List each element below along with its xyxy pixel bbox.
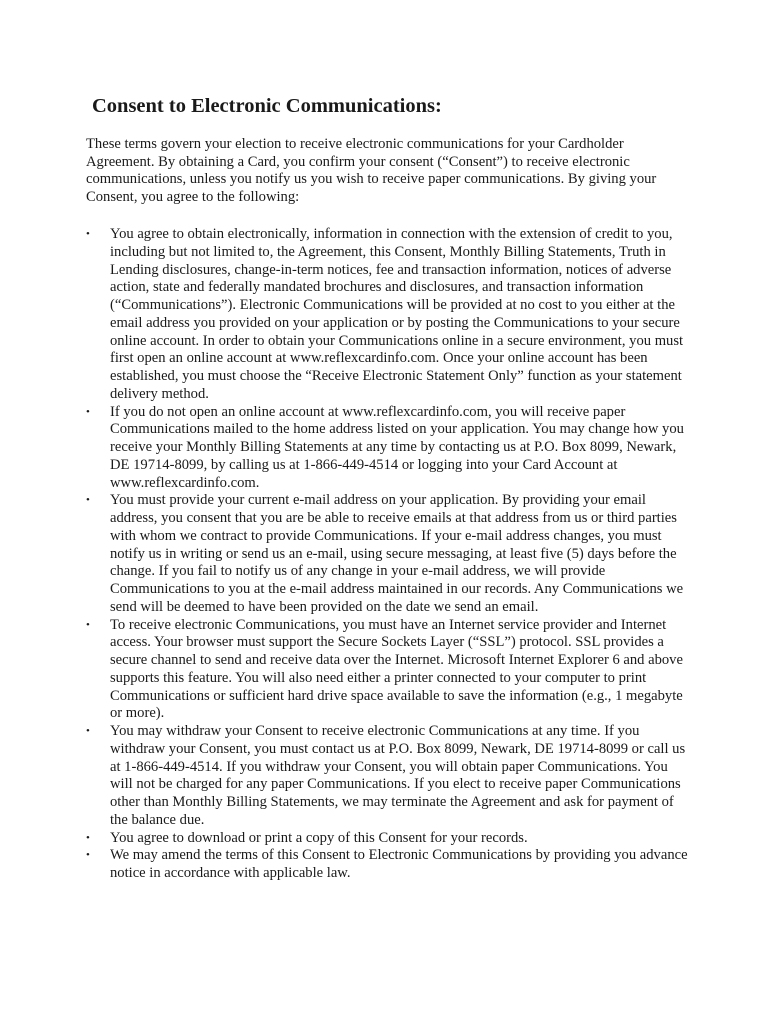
list-item-text: You agree to obtain electronically, information in connection with the extension of credit to you, including but not limited to, the Agreement, this Consent, Monthly Billing Statements, Truth in Lending disclosures, change-in-term notices, fee and transaction information, notices of adverse action, state and federally mandated brochures and disclosures, and transaction information (“Communications”). Electronic Communications will be provided at no cost to you either at the email address you provided on your application or by posting the Communications to your secure online account. In order to obtain your Communications online in a secure environment, you must first open an online account at www.reflexcardinfo.com. Once your online account has been established, you must choose the “Receive Electronic Statement Only” function as your statement delivery method.: [110, 226, 684, 402]
bullet-icon: •: [86, 849, 90, 862]
bullet-icon: •: [86, 494, 90, 507]
bullet-icon: •: [86, 618, 90, 631]
list-item: [86, 492, 690, 616]
list-item: [86, 847, 690, 883]
intro-paragraph: These terms govern your election to receive electronic communications for your Cardholder Agreement. By obtaining a Card, you confirm your consent (“Consent”) to receive electronic communications, unless you notify us you wish to receive paper communications. By giving your Consent, you agree to the following:: [86, 136, 657, 206]
list-item-text: If you do not open an online account at www.reflexcardinfo.com, you will receive paper Communications mailed to the home address listed on your application. You may change how you receive your Monthly Billing Statements at any time by contacting us at P.O. Box 8099, Newark, DE 19714-8099, by calling us at 1-866-449-4514 or logging into your Card Account at www.reflexcardinfo.com.: [110, 403, 684, 491]
list-item: [86, 723, 690, 830]
terms-list: [86, 226, 690, 883]
list-item: [86, 226, 690, 404]
bullet-icon: •: [86, 405, 90, 418]
list-item-text: You must provide your current e-mail address on your application. By providing your email address, you consent that you are be able to receive emails at that address from us or third parties with whom we contract to provide Communications. If your e-mail address changes, you must notify us in writing or send us an e-mail, using secure messaging, at least five (5) days before the change. If you fail to notify us of any change in your e-mail address, we will provide Communications to you at the e-mail address maintained in our records. Any Communications we send will be deemed to have been provided on the date we send an email.: [110, 492, 684, 615]
list-item-text: You agree to download or print a copy of this Consent for your records.: [110, 829, 528, 846]
bullet-icon: •: [86, 725, 90, 737]
bullet-icon: •: [86, 831, 90, 844]
list-item-text: We may amend the terms of this Consent to Electronic Communications by providing you advance notice in accordance with applicable law.: [110, 847, 688, 881]
list-item: [86, 830, 690, 848]
list-item: [86, 617, 690, 724]
list-item-text: To receive electronic Communications, you must have an Internet service provider and Internet access. Your browser must support the Secure Sockets Layer (“SSL”) protocol. SSL provides a secure channel to send and receive data over the Internet. Microsoft Internet Explorer 6 and above supports this feature. You will also need either a printer connected to your computer to print Communications or sufficient hard drive space available to save the information (e.g., 1 megabyte or more).: [110, 616, 683, 722]
bullet-icon: •: [86, 228, 90, 240]
list-item-text: You may withdraw your Consent to receive electronic Communications at any time. If you withdraw your Consent, you must contact us at P.O. Box 8099, Newark, DE 19714-8099 or call us at 1-866-449-4514. If you withdraw your Consent, you will obtain paper Communications. You will not be charged for any paper Communications. If you elect to receive paper Communications other than Monthly Billing Statements, we may terminate the Agreement and ask for payment of the balance due.: [110, 723, 686, 828]
list-item: [86, 404, 690, 493]
document-title: Consent to Electronic Communications:: [92, 95, 442, 117]
